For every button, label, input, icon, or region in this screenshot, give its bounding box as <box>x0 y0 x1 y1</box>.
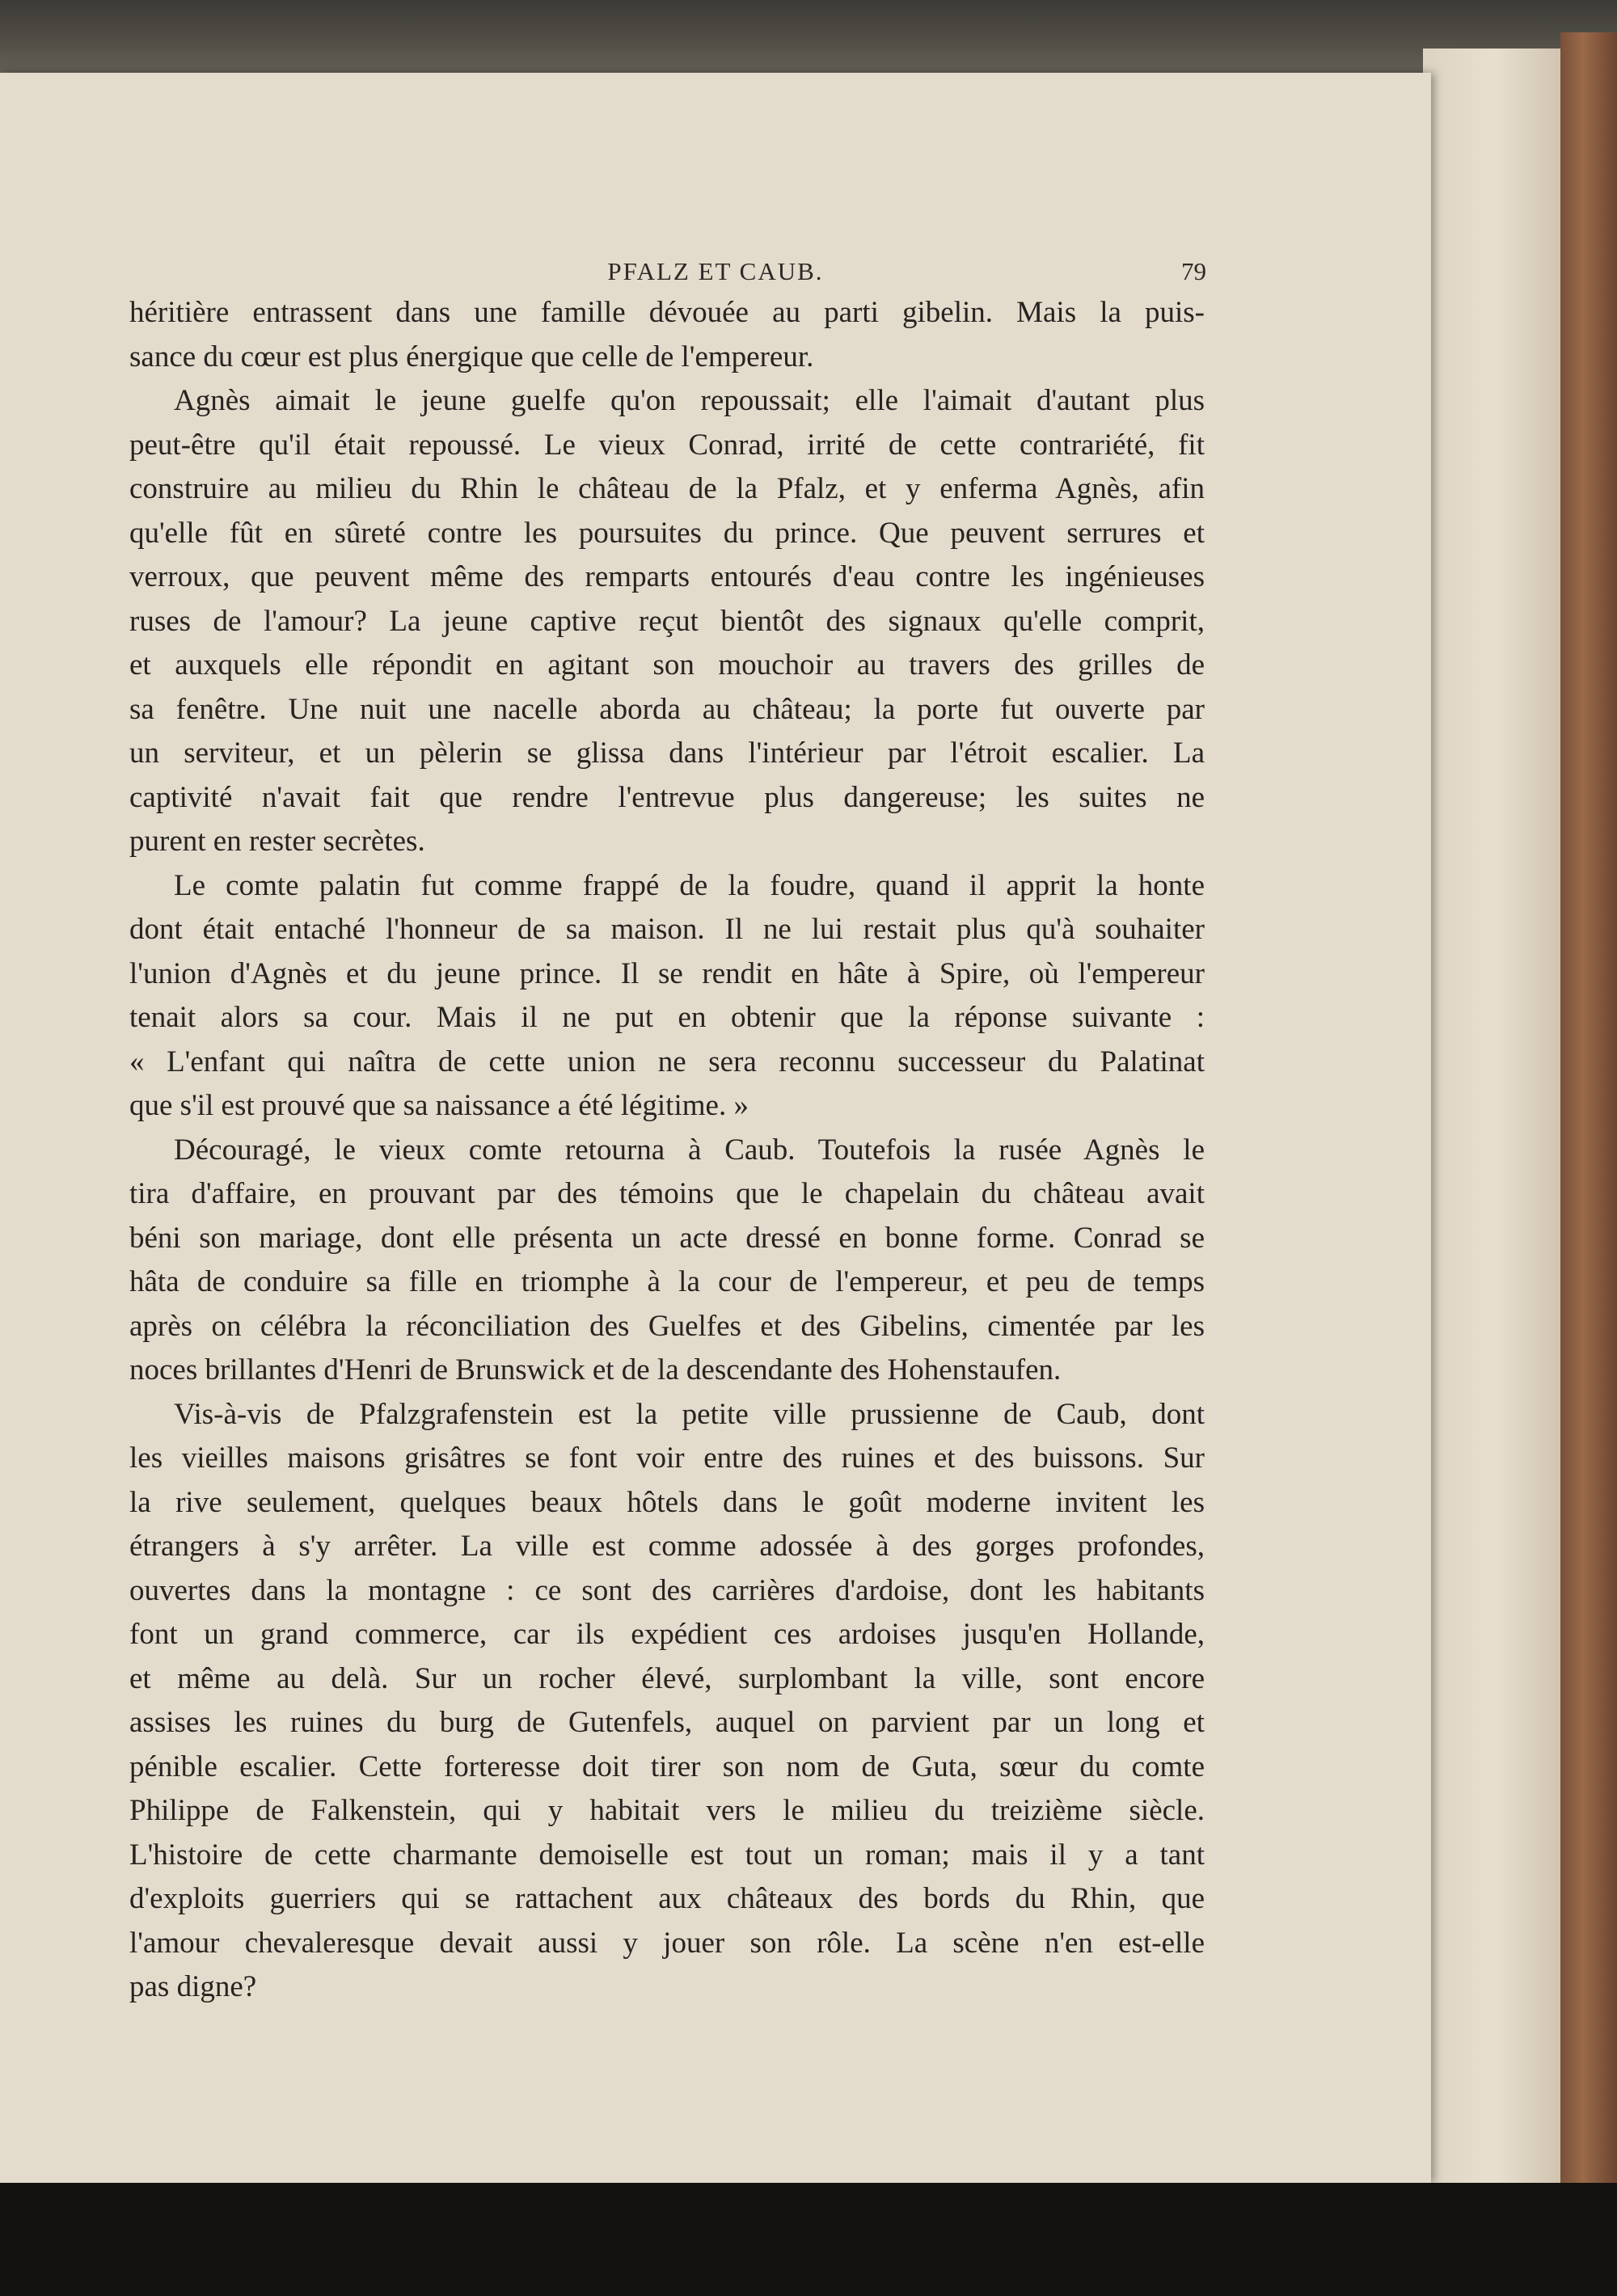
text-line: et auxquels elle répondit en agitant son mouchoir au travers des grilles de <box>129 648 1205 682</box>
text-line: captivité n'avait fait que rendre l'entrevue plus dangereuse; les suites ne <box>129 780 1205 814</box>
book-cover-right-edge <box>1560 32 1617 2183</box>
text-line: qu'elle fût en sûreté contre les poursuites du prince. Que peuvent serrures et <box>129 516 1205 550</box>
text-line: verroux, que peuvent même des remparts entourés d'eau contre les ingénieuses <box>129 560 1205 593</box>
text-line: pas digne? <box>129 1970 257 2003</box>
text-line: et même au delà. Sur un rocher élevé, surplombant la ville, sont encore <box>129 1661 1205 1695</box>
text-line: pénible escalier. Cette forteresse doit tirer son nom de Guta, sœur du comte <box>129 1749 1205 1783</box>
scan-bottom-shadow <box>0 2183 1617 2296</box>
text-line: noces brillantes d'Henri de Brunswick et de la descendante des Hohenstaufen. <box>129 1353 1062 1386</box>
text-line: tira d'affaire, en prouvant par des témoins que le chapelain du château avait <box>129 1177 1205 1210</box>
running-head <box>0 257 1431 289</box>
text-line: Vis-à-vis de Pfalzgrafenstein est la petite ville prussienne de Caub, dont <box>174 1397 1205 1431</box>
text-line: purent en rester secrètes. <box>129 825 425 858</box>
body-text <box>129 291 1205 2010</box>
text-line: construire au milieu du Rhin le château de la Pfalz, et y enferma Agnès, afin <box>129 472 1205 505</box>
text-line: « L'enfant qui naîtra de cette union ne sera reconnu successeur du Palatinat <box>129 1045 1205 1078</box>
text-line: béni son mariage, dont elle présenta un acte dressé en bonne forme. Conrad se <box>129 1221 1205 1255</box>
running-head-title: PFALZ ET CAUB. <box>607 257 824 285</box>
text-line: Agnès aimait le jeune guelfe qu'on repoussait; elle l'aimait d'autant plus <box>174 384 1205 417</box>
text-line: font un grand commerce, car ils expédient ces ardoises jusqu'en Hollande, <box>129 1618 1205 1651</box>
text-line: Découragé, le vieux comte retourna à Caub. Toutefois la rusée Agnès le <box>174 1133 1205 1167</box>
text-line: ruses de l'amour? La jeune captive reçut bientôt des signaux qu'elle comprit, <box>129 604 1205 638</box>
text-line: l'amour chevaleresque devait aussi y jouer son rôle. La scène n'en est-elle <box>129 1926 1205 1960</box>
text-line: tenait alors sa cour. Mais il ne put en obtenir que la réponse suivante : <box>129 1001 1205 1034</box>
text-line: Le comte palatin fut comme frappé de la foudre, quand il apprit la honte <box>174 868 1205 902</box>
text-line: dont était entaché l'honneur de sa maison. Il ne lui restait plus qu'à souhaiter <box>129 913 1205 946</box>
text-line: après on célébra la réconciliation des Guelfes et des Gibelins, cimentée par les <box>129 1309 1205 1343</box>
text-line: Philippe de Falkenstein, qui y habitait vers le milieu du treizième siècle. <box>129 1794 1205 1827</box>
text-line: sa fenêtre. Une nuit une nacelle aborda au château; la porte fut ouverte par <box>129 692 1205 726</box>
text-line: un serviteur, et un pèlerin se glissa dans l'intérieur par l'étroit escalier. La <box>129 736 1205 770</box>
text-line: hâta de conduire sa fille en triomphe à la cour de l'empereur, et peu de temps <box>129 1265 1205 1298</box>
text-line: héritière entrassent dans une famille dévouée au parti gibelin. Mais la puis- <box>129 296 1205 329</box>
text-line: étrangers à s'y arrêter. La ville est comme adossée à des gorges profondes, <box>129 1530 1205 1563</box>
text-line: sance du cœur est plus énergique que celle de l'empereur. <box>129 340 814 374</box>
text-line: la rive seulement, quelques beaux hôtels dans le goût moderne invitent les <box>129 1485 1205 1519</box>
text-line: peut-être qu'il était repoussé. Le vieux Conrad, irrité de cette contrariété, fit <box>129 428 1205 462</box>
page-number: 79 <box>1181 257 1206 285</box>
text-line: l'union d'Agnès et du jeune prince. Il se rendit en hâte à Spire, où l'empereur <box>129 956 1205 990</box>
text-line: que s'il est prouvé que sa naissance a été légitime. » <box>129 1089 749 1122</box>
text-line: assises les ruines du burg de Gutenfels, auquel on parvient par un long et <box>129 1706 1205 1739</box>
text-line: d'exploits guerriers qui se rattachent aux châteaux des bords du Rhin, que <box>129 1882 1205 1915</box>
text-line: ouvertes dans la montagne : ce sont des carrières d'ardoise, dont les habitants <box>129 1573 1205 1607</box>
text-line: L'histoire de cette charmante demoiselle est tout un roman; mais il y a tant <box>129 1838 1205 1872</box>
text-line: les vieilles maisons grisâtres se font voir entre des ruines et des buissons. Sur <box>129 1441 1205 1475</box>
page-stack-edge <box>1423 49 1564 2183</box>
